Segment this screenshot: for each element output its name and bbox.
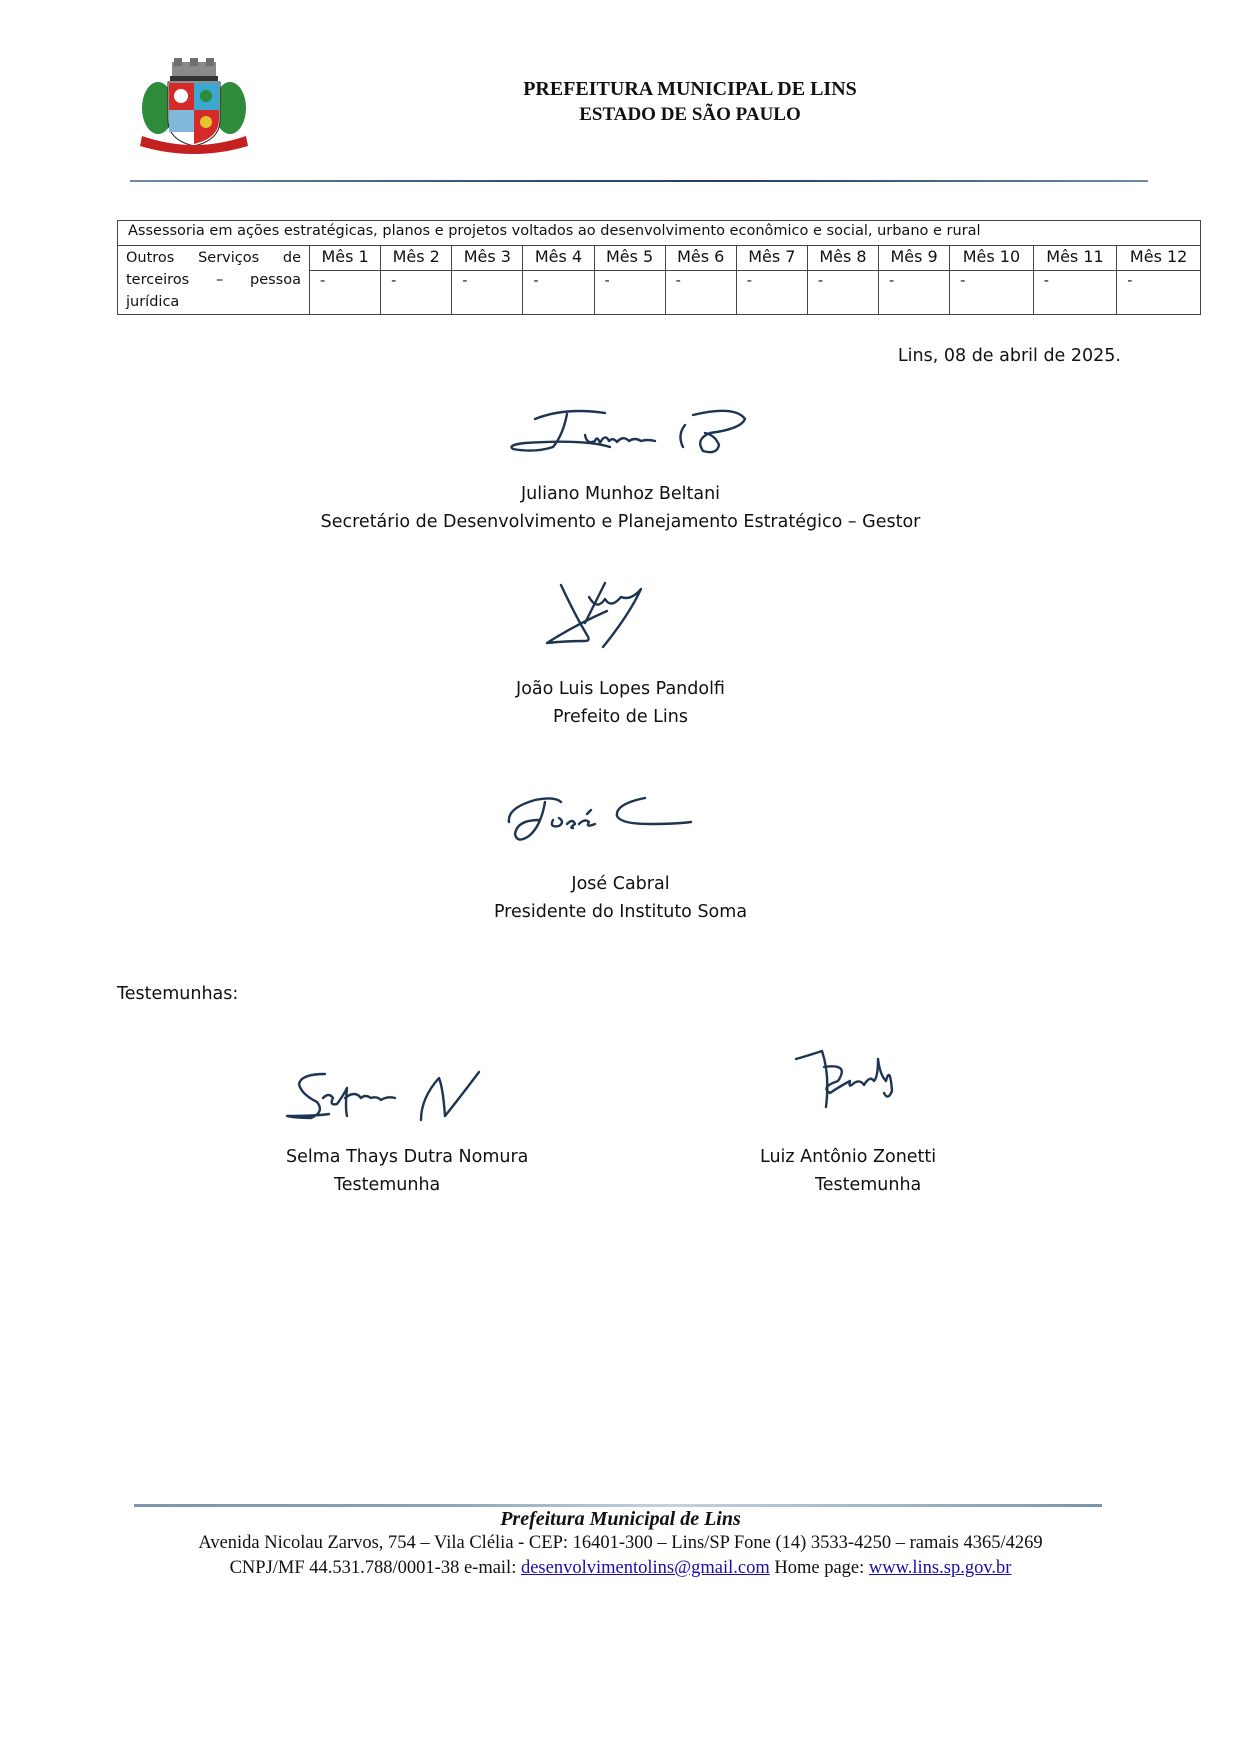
footer-homepage-label: Home page: bbox=[774, 1558, 865, 1578]
month-value: - bbox=[807, 271, 878, 315]
date-line: Lins, 08 de abril de 2025. bbox=[897, 346, 1121, 366]
witness-role: Testemunha bbox=[815, 1175, 922, 1195]
signature-zonetti bbox=[790, 1045, 900, 1115]
month-value: - bbox=[879, 271, 950, 315]
monthly-budget-table bbox=[117, 220, 1201, 315]
signature-cabral bbox=[505, 790, 705, 845]
month-value: - bbox=[665, 271, 736, 315]
month-header: Mês 7 bbox=[736, 246, 807, 271]
witness-name: Luiz Antônio Zonetti bbox=[760, 1147, 937, 1167]
month-value: - bbox=[310, 271, 381, 315]
footer-cnpj: CNPJ/MF 44.531.788/0001-38 e-mail: bbox=[229, 1558, 517, 1578]
month-header: Mês 5 bbox=[594, 246, 665, 271]
signatory-role: Prefeito de Lins bbox=[552, 707, 688, 727]
footer-homepage-link[interactable]: www.lins.sp.gov.br bbox=[868, 1558, 1012, 1578]
signature-juliano bbox=[505, 405, 755, 460]
footer-email-link[interactable]: desenvolvimentolins@gmail.com bbox=[520, 1558, 770, 1578]
month-value: - bbox=[381, 271, 452, 315]
witness-name: Selma Thays Dutra Nomura bbox=[286, 1147, 529, 1167]
row-label-line: jurídica bbox=[126, 294, 180, 310]
signatory-role: Secretário de Desenvolvimento e Planejamento Estratégico – Gestor bbox=[320, 512, 921, 532]
signature-selma bbox=[285, 1068, 505, 1128]
footer-contact bbox=[0, 1558, 1241, 1579]
table-header-row bbox=[118, 246, 1201, 271]
month-value: - bbox=[736, 271, 807, 315]
month-header: Mês 3 bbox=[452, 246, 523, 271]
witness-role: Testemunha bbox=[334, 1175, 441, 1195]
month-header: Mês 12 bbox=[1117, 246, 1201, 271]
month-header: Mês 9 bbox=[879, 246, 950, 271]
month-value: - bbox=[1033, 271, 1117, 315]
signatory-name: João Luis Lopes Pandolfi bbox=[516, 679, 725, 699]
coat-of-arms-logo bbox=[136, 58, 252, 156]
table-caption-row bbox=[118, 221, 1201, 246]
table-caption: Assessoria em ações estratégicas, planos e projetos voltados ao desenvolvimento econômico e social, urbano e rural bbox=[118, 221, 1201, 246]
month-header: Mês 6 bbox=[665, 246, 736, 271]
month-value: - bbox=[452, 271, 523, 315]
footer-divider bbox=[134, 1504, 1102, 1507]
signatory-name: Juliano Munhoz Beltani bbox=[520, 484, 721, 504]
row-label-cell bbox=[118, 246, 310, 315]
month-value: - bbox=[950, 271, 1034, 315]
month-value: - bbox=[523, 271, 594, 315]
row-label-line: terceiros – pessoa bbox=[126, 272, 301, 288]
row-label-line: Outros Serviços de bbox=[126, 250, 301, 266]
month-header: Mês 2 bbox=[381, 246, 452, 271]
header-title: PREFEITURA MUNICIPAL DE LINS bbox=[523, 78, 857, 100]
month-header: Mês 8 bbox=[807, 246, 878, 271]
month-header: Mês 4 bbox=[523, 246, 594, 271]
month-header: Mês 10 bbox=[950, 246, 1034, 271]
signatory-role: Presidente do Instituto Soma bbox=[493, 902, 748, 922]
footer-org-name: Prefeitura Municipal de Lins bbox=[500, 1508, 741, 1530]
month-header: Mês 1 bbox=[310, 246, 381, 271]
signature-pandolfi bbox=[545, 575, 675, 650]
month-header: Mês 11 bbox=[1033, 246, 1117, 271]
month-value: - bbox=[594, 271, 665, 315]
header-subtitle: ESTADO DE SÃO PAULO bbox=[579, 104, 801, 125]
footer-address: Avenida Nicolau Zarvos, 754 – Vila Clélia - CEP: 16401-300 – Lins/SP Fone (14) 3533-4250 – ramais 4365/4269 bbox=[198, 1533, 1043, 1553]
signatory-name: José Cabral bbox=[571, 874, 670, 894]
witnesses-label: Testemunhas: bbox=[117, 984, 239, 1004]
header-divider bbox=[130, 180, 1148, 182]
month-value: - bbox=[1117, 271, 1201, 315]
